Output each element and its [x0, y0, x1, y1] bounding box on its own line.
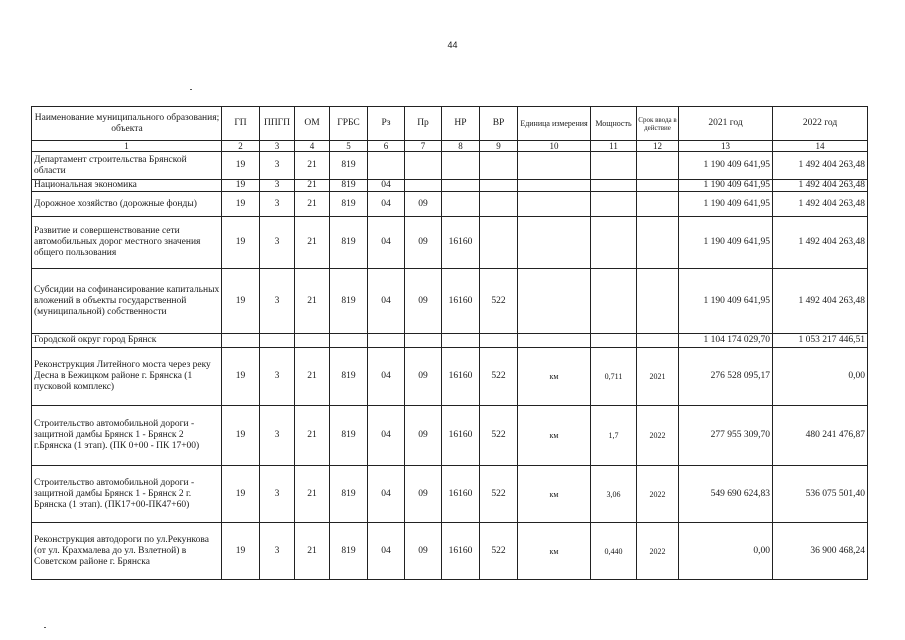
cell-grbs: 819: [330, 523, 368, 580]
cell-power: 0,711: [591, 348, 637, 406]
cell-vr: 522: [480, 348, 518, 406]
row-name: Строительство автомобильной дороги - защитной дамбы Брянск 1 - Брянск 2 г.Брянска (1 этап). (ПК 0+00 - ПК 17+00): [32, 406, 222, 466]
header-grbs: ГРБС: [330, 107, 368, 141]
cell-pr: 09: [405, 466, 442, 523]
cell-nr: [442, 180, 480, 192]
cell-term: 2022: [637, 523, 679, 580]
row-name: Реконструкция автодороги по ул.Рекункова (от ул. Крахмалева до ул. Взлетной) в Советском районе г. Брянска: [32, 523, 222, 580]
scan-speck: [44, 627, 46, 628]
cell-ppgp: 3: [260, 348, 295, 406]
table-row: [32, 217, 868, 269]
cell-gp: 19: [222, 466, 260, 523]
table-row: [32, 180, 868, 192]
cell-ppgp: 3: [260, 523, 295, 580]
header-nr: НР: [442, 107, 480, 141]
cell-unit: км: [518, 523, 591, 580]
row-name: Развитие и совершенствование сети автомобильных дорог местного значения общего пользования: [32, 217, 222, 269]
cell-rz: 04: [368, 180, 405, 192]
cell-unit: [518, 217, 591, 269]
header-gp: ГП: [222, 107, 260, 141]
index-cell: 1: [32, 141, 222, 152]
table-row: [32, 192, 868, 217]
cell-unit: км: [518, 406, 591, 466]
cell-nr: [442, 192, 480, 217]
table-row: [32, 152, 868, 180]
cell-gp: 19: [222, 406, 260, 466]
cell-om: 21: [295, 269, 330, 334]
cell-2021: 1 104 174 029,70: [679, 334, 773, 348]
cell-2022: 1 492 404 263,48: [773, 217, 868, 269]
cell-2022: 36 900 468,24: [773, 523, 868, 580]
cell-pr: [405, 334, 442, 348]
page-number: 44: [447, 40, 458, 50]
cell-om: 21: [295, 192, 330, 217]
cell-nr: 16160: [442, 217, 480, 269]
cell-om: [295, 334, 330, 348]
cell-om: 21: [295, 180, 330, 192]
cell-power: [591, 180, 637, 192]
index-cell: 9: [480, 141, 518, 152]
index-cell: 10: [518, 141, 591, 152]
cell-ppgp: [260, 334, 295, 348]
cell-term: [637, 334, 679, 348]
cell-2022: 1 492 404 263,48: [773, 192, 868, 217]
header-unit: Единица измерения: [518, 107, 591, 141]
header-power: Мощность: [591, 107, 637, 141]
cell-grbs: [330, 334, 368, 348]
cell-om: 21: [295, 217, 330, 269]
cell-pr: [405, 152, 442, 180]
cell-power: [591, 152, 637, 180]
cell-om: 21: [295, 523, 330, 580]
table-row: [32, 269, 868, 334]
cell-gp: 19: [222, 269, 260, 334]
cell-nr: [442, 334, 480, 348]
index-cell: 8: [442, 141, 480, 152]
cell-pr: 09: [405, 217, 442, 269]
cell-2021: 549 690 624,83: [679, 466, 773, 523]
cell-pr: 09: [405, 192, 442, 217]
cell-grbs: 819: [330, 180, 368, 192]
cell-ppgp: 3: [260, 466, 295, 523]
row-name: Субсидии на софинансирование капитальных вложений в объекты государственной (муниципальной) собственности: [32, 269, 222, 334]
budget-table: [31, 106, 868, 580]
cell-ppgp: 3: [260, 269, 295, 334]
column-index-row: [32, 141, 868, 152]
cell-om: 21: [295, 466, 330, 523]
cell-ppgp: 3: [260, 152, 295, 180]
header-pr: Пр: [405, 107, 442, 141]
index-cell: 3: [260, 141, 295, 152]
cell-2021: 1 190 409 641,95: [679, 180, 773, 192]
cell-rz: 04: [368, 406, 405, 466]
row-name: Дорожное хозяйство (дорожные фонды): [32, 192, 222, 217]
cell-2021: 277 955 309,70: [679, 406, 773, 466]
cell-2022: 1 492 404 263,48: [773, 152, 868, 180]
header-term: Срок ввода в действие: [637, 107, 679, 141]
cell-ppgp: 3: [260, 192, 295, 217]
row-name: Национальная экономика: [32, 180, 222, 192]
cell-vr: [480, 217, 518, 269]
cell-unit: км: [518, 466, 591, 523]
table-row: [32, 406, 868, 466]
cell-gp: 19: [222, 217, 260, 269]
cell-gp: 19: [222, 348, 260, 406]
cell-om: 21: [295, 152, 330, 180]
cell-term: [637, 269, 679, 334]
cell-2022: 536 075 501,40: [773, 466, 868, 523]
row-name: Городской округ город Брянск: [32, 334, 222, 348]
cell-unit: [518, 269, 591, 334]
index-cell: 2: [222, 141, 260, 152]
header-ppgp: ППГП: [260, 107, 295, 141]
cell-power: [591, 269, 637, 334]
cell-grbs: 819: [330, 466, 368, 523]
cell-term: [637, 217, 679, 269]
cell-ppgp: 3: [260, 406, 295, 466]
cell-gp: 19: [222, 192, 260, 217]
cell-pr: [405, 180, 442, 192]
cell-vr: 522: [480, 523, 518, 580]
cell-rz: 04: [368, 269, 405, 334]
cell-vr: 522: [480, 269, 518, 334]
cell-ppgp: 3: [260, 217, 295, 269]
header-2021: 2021 год: [679, 107, 773, 141]
cell-grbs: 819: [330, 348, 368, 406]
cell-pr: 09: [405, 406, 442, 466]
cell-grbs: 819: [330, 152, 368, 180]
cell-vr: 522: [480, 406, 518, 466]
row-name: Департамент строительства Брянской области: [32, 152, 222, 180]
cell-grbs: 819: [330, 269, 368, 334]
cell-2021: 1 190 409 641,95: [679, 269, 773, 334]
cell-2021: 1 190 409 641,95: [679, 192, 773, 217]
index-cell: 5: [330, 141, 368, 152]
header-rz: Рз: [368, 107, 405, 141]
cell-grbs: 819: [330, 192, 368, 217]
row-name: Строительство автомобильной дороги - защитной дамбы Брянск 1 - Брянск 2 г. Брянска (1 этап). (ПК17+00-ПК47+60): [32, 466, 222, 523]
cell-2022: 480 241 476,87: [773, 406, 868, 466]
cell-unit: [518, 192, 591, 217]
cell-gp: 19: [222, 523, 260, 580]
cell-rz: 04: [368, 348, 405, 406]
cell-nr: 16160: [442, 348, 480, 406]
index-cell: 6: [368, 141, 405, 152]
cell-grbs: 819: [330, 217, 368, 269]
cell-grbs: 819: [330, 406, 368, 466]
scan-speck: [190, 89, 192, 90]
cell-term: [637, 180, 679, 192]
table-row: [32, 523, 868, 580]
cell-gp: 19: [222, 152, 260, 180]
header-row: [32, 107, 868, 141]
table-row: [32, 334, 868, 348]
cell-term: [637, 152, 679, 180]
cell-2021: 276 528 095,17: [679, 348, 773, 406]
cell-rz: 04: [368, 217, 405, 269]
cell-rz: [368, 334, 405, 348]
cell-power: [591, 192, 637, 217]
cell-vr: 522: [480, 466, 518, 523]
cell-2022: 0,00: [773, 348, 868, 406]
cell-vr: [480, 152, 518, 180]
cell-2021: 0,00: [679, 523, 773, 580]
cell-power: 0,440: [591, 523, 637, 580]
cell-rz: 04: [368, 466, 405, 523]
cell-rz: 04: [368, 523, 405, 580]
cell-unit: [518, 152, 591, 180]
table-row: [32, 466, 868, 523]
cell-rz: 04: [368, 192, 405, 217]
header-om: ОМ: [295, 107, 330, 141]
index-cell: 7: [405, 141, 442, 152]
cell-om: 21: [295, 406, 330, 466]
cell-2021: 1 190 409 641,95: [679, 217, 773, 269]
cell-pr: 09: [405, 348, 442, 406]
cell-gp: 19: [222, 180, 260, 192]
cell-term: 2022: [637, 466, 679, 523]
cell-vr: [480, 334, 518, 348]
cell-gp: [222, 334, 260, 348]
cell-term: [637, 192, 679, 217]
cell-unit: [518, 180, 591, 192]
cell-term: 2022: [637, 406, 679, 466]
cell-pr: 09: [405, 523, 442, 580]
cell-power: [591, 334, 637, 348]
row-name: Реконструкция Литейного моста через реку Десна в Бежицком районе г. Брянска (1 пусковой комплекс): [32, 348, 222, 406]
cell-2022: 1 053 217 446,51: [773, 334, 868, 348]
cell-2022: 1 492 404 263,48: [773, 269, 868, 334]
cell-2021: 1 190 409 641,95: [679, 152, 773, 180]
header-name: Наименование муниципального образования; объекта: [32, 107, 222, 141]
cell-om: 21: [295, 348, 330, 406]
cell-unit: [518, 334, 591, 348]
cell-power: 1,7: [591, 406, 637, 466]
header-2022: 2022 год: [773, 107, 868, 141]
index-cell: 14: [773, 141, 868, 152]
index-cell: 12: [637, 141, 679, 152]
index-cell: 13: [679, 141, 773, 152]
cell-nr: 16160: [442, 466, 480, 523]
cell-power: 3,06: [591, 466, 637, 523]
table-row: [32, 348, 868, 406]
cell-term: 2021: [637, 348, 679, 406]
cell-vr: [480, 192, 518, 217]
cell-nr: 16160: [442, 523, 480, 580]
cell-nr: [442, 152, 480, 180]
cell-nr: 16160: [442, 406, 480, 466]
index-cell: 4: [295, 141, 330, 152]
cell-pr: 09: [405, 269, 442, 334]
cell-ppgp: 3: [260, 180, 295, 192]
header-vr: ВР: [480, 107, 518, 141]
cell-2022: 1 492 404 263,48: [773, 180, 868, 192]
cell-vr: [480, 180, 518, 192]
cell-power: [591, 217, 637, 269]
cell-nr: 16160: [442, 269, 480, 334]
cell-rz: [368, 152, 405, 180]
index-cell: 11: [591, 141, 637, 152]
cell-unit: км: [518, 348, 591, 406]
